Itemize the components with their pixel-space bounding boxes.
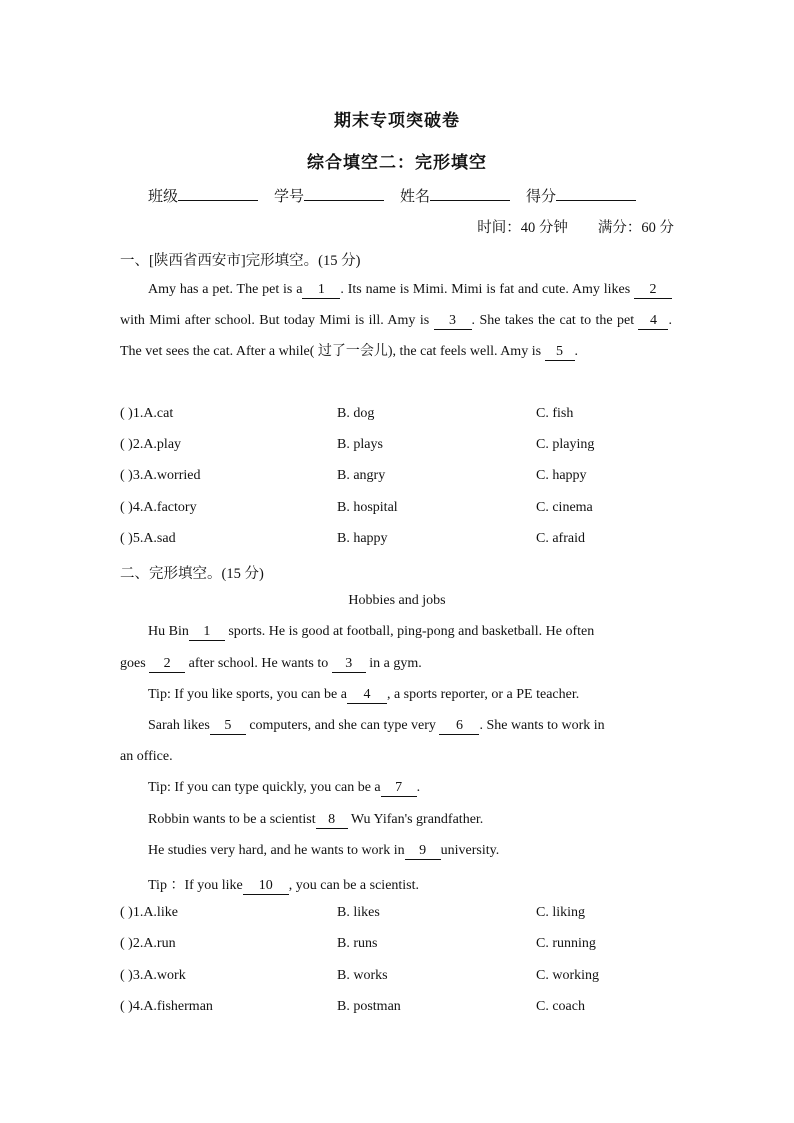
blank-2[interactable]: 2 xyxy=(634,282,672,299)
section1-question-3[interactable]: ( )3.A.worried B. angry C. happy xyxy=(120,468,587,483)
passage-title: Hobbies and jobs xyxy=(348,593,446,608)
blank-5[interactable]: 5 xyxy=(545,344,575,361)
time-limit: 时间：40 分钟 xyxy=(477,220,568,236)
name-field[interactable]: 姓名 xyxy=(400,185,510,206)
passage-line-3: Tip: If you like sports, you can be a 4 , a sports reporter, or a PE teacher. xyxy=(148,687,580,702)
blank-4[interactable]: 4 xyxy=(638,313,668,330)
section2-question-4[interactable]: ( )4.A.fisherman B. postman C. coach xyxy=(120,999,585,1014)
section1-question-5[interactable]: ( )5.A.sad B. happy C. afraid xyxy=(120,531,585,546)
passage-line-6: Tip: If you can type quickly, you can be a 7 . xyxy=(148,780,421,795)
section2-question-3[interactable]: ( )3.A.work B. works C. working xyxy=(120,968,599,983)
section2-question-1[interactable]: ( )1.A.like B. likes C. liking xyxy=(120,905,586,920)
blank-s2-7[interactable]: 7 xyxy=(381,780,417,797)
score-field[interactable]: 得分 xyxy=(526,185,636,206)
exam-meta xyxy=(477,216,674,237)
class-field[interactable]: 班级 xyxy=(148,185,258,206)
blank-s2-9[interactable]: 9 xyxy=(405,843,441,860)
blank-1[interactable]: 1 xyxy=(302,282,340,299)
blank-s2-3[interactable]: 3 xyxy=(332,656,366,673)
passage-line-8: He studies very hard, and he wants to work in 9 university. xyxy=(148,843,500,858)
blank-s2-5[interactable]: 5 xyxy=(210,718,246,735)
section1-question-2[interactable]: ( )2.A.play B. plays C. playing xyxy=(120,437,595,452)
blank-s2-8[interactable]: 8 xyxy=(316,812,348,829)
blank-s2-6[interactable]: 6 xyxy=(439,718,479,735)
passage-line-4: Sarah likes 5 computers, and she can type very 6 . She wants to work in xyxy=(148,718,605,733)
section2-question-2[interactable]: ( )2.A.run B. runs C. running xyxy=(120,936,596,951)
blank-s2-1[interactable]: 1 xyxy=(189,624,225,641)
page-title: 期末专项突破卷 xyxy=(334,111,460,130)
student-info-row xyxy=(148,185,636,206)
page-subtitle: 综合填空二：完形填空 xyxy=(307,153,487,172)
passage-line-7: Robbin wants to be a scientist 8 Wu Yifan's grandfather. xyxy=(148,812,484,827)
passage-line-9: Tip ：If you like 10 , you can be a scientist. xyxy=(148,878,420,893)
blank-s2-10[interactable]: 10 xyxy=(243,878,289,895)
section2-heading: 二、完形填空。(15 分) xyxy=(120,566,264,582)
section1-question-1[interactable]: ( )1.A.cat B. dog C. fish xyxy=(120,406,574,421)
passage-line-1: Hu Bin 1 sports. He is good at football, ping-pong and basketball. He often xyxy=(148,624,595,639)
blank-s2-2[interactable]: 2 xyxy=(149,656,185,673)
passage-line-5: an office. xyxy=(120,749,173,764)
blank-3[interactable]: 3 xyxy=(434,313,472,330)
passage-line-2: goes 2 after school. He wants to 3 in a gym. xyxy=(120,656,422,671)
blank-s2-4[interactable]: 4 xyxy=(347,687,387,704)
full-score: 满分：60 分 xyxy=(597,220,674,236)
student-number-field[interactable]: 学号 xyxy=(274,185,384,206)
section1-passage: Amy has a pet. The pet is a 1 . Its name is Mimi. Mimi is fat and cute. Amy likes 2 with Mimi after school. But today Mimi is ill. Amy is 3 . She takes the cat to the pet 4 . The vet sees the cat. After a while( 过了一会儿), the cat feels well. Amy is 5 . xyxy=(120,282,672,359)
section1-heading: 一、[陕西省西安市]完形填空。(15 分) xyxy=(120,253,361,269)
section1-question-4[interactable]: ( )4.A.factory B. hospital C. cinema xyxy=(120,500,593,515)
